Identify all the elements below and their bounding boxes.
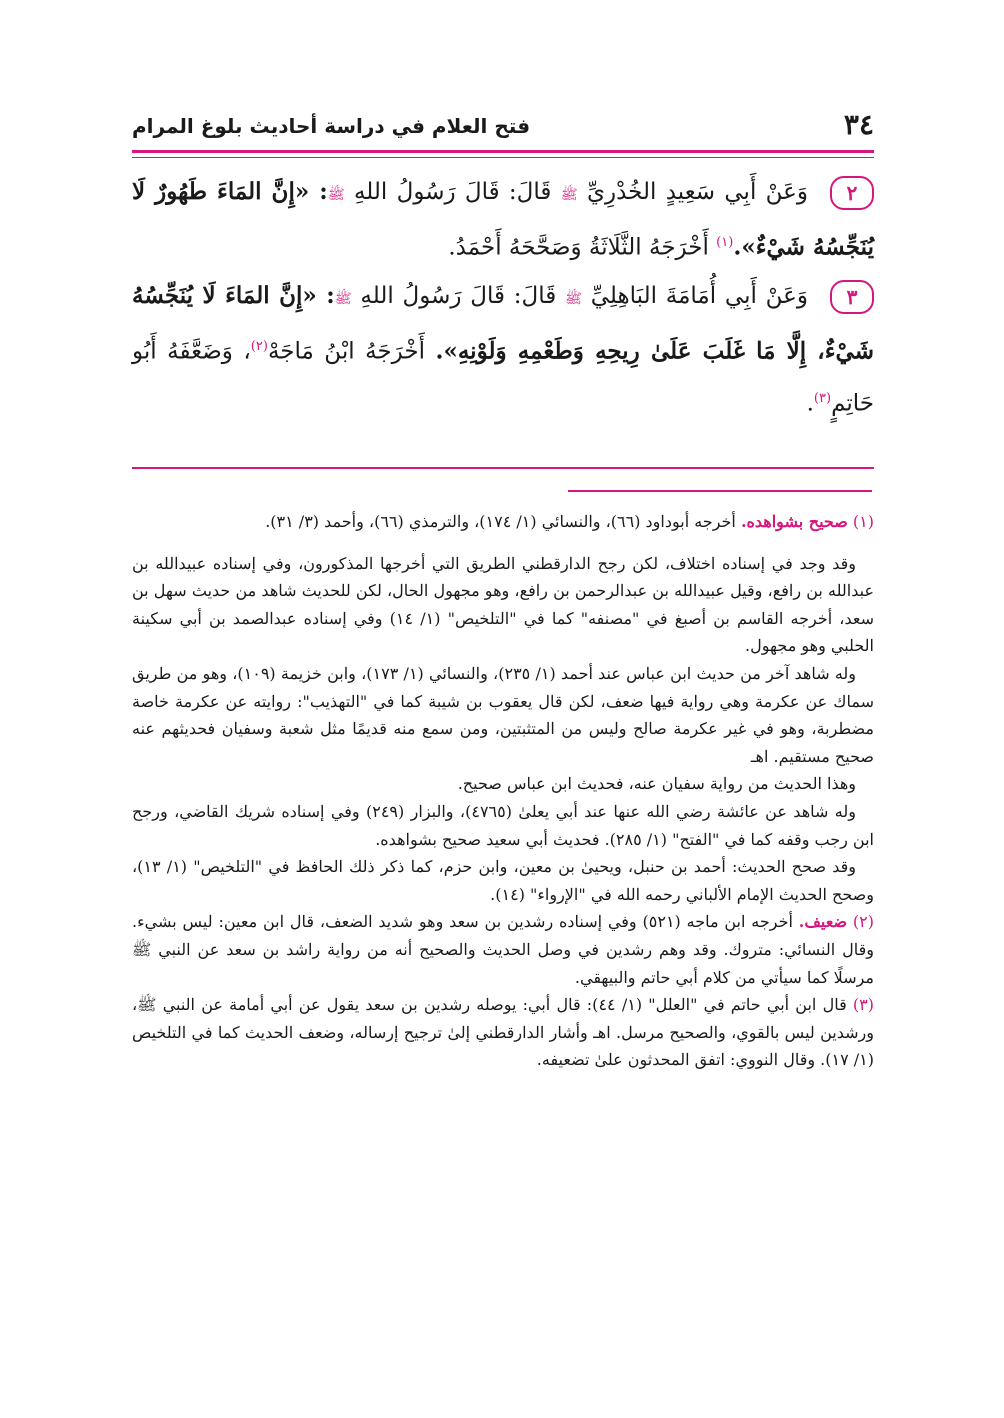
page-header (132, 108, 874, 148)
grading-label: صحيح بشواهده. (740, 512, 848, 531)
footnote-number: (٢) (852, 912, 874, 932)
footnote-paragraph: وقد صحح الحديث: أحمد بن حنبل، ويحيىٰ بن معين، وابن حزم، كما ذكر ذلك الحافظ في "التلخيص" (١/ ١٣)، وصحح الحديث الإمام الألباني رحمه الله في "الإرواء" (١٤). (132, 857, 874, 904)
hadith-takhrij: ، وَضَعَّفَهُ أَبُو حَاتِمٍ (132, 338, 874, 417)
hadith-text: : «إِنَّ المَاءَ لَا يُنَجِّسُهُ شَيْءٌ، إِلَّا مَا غَلَبَ عَلَىٰ رِيحِهِ وَطَعْمِهِ وَلَوْنِهِ». (132, 281, 874, 365)
footnote-ref[interactable]: (٢) (250, 338, 268, 354)
footnote-text: قال ابن أبي حاتم في "العلل" (١/ ٤٤): قال أبي: يوصله رشدين بن سعد يقول عن أبي أمامة عن النبي ﷺ، ورشدين ليس بالقوي، والصحيح مرسل. اهـ وأشار الدارقطني إلىٰ ترجيح إرساله، وضعف الحديث كما في التلخيص (١/ ١٧). وقال النووي: اتفق المحدثون علىٰ تضعيفه. (132, 995, 875, 1070)
honorific-glyph: ﷺ (334, 290, 352, 307)
footnote-paragraph: وله شاهد عن عائشة رضي الله عنها عند أبي يعلىٰ (٤٧٦٥)، والبزار (٢٤٩) وفي إسناده شريك القاضي، ورجح ابن رجب وقفه كما في "الفتح" (١/ ٢٨٥). فحديث أبي سعيد صحيح بشواهده. (132, 801, 874, 849)
hadith-takhrij: أَخْرَجَهُ ابْنُ مَاجَهْ (267, 338, 436, 365)
footnote-paragraph: وله شاهد آخر من حديث ابن عباس عند أحمد (١/ ٢٣٥)، والنسائي (١/ ١٧٣)، وابن خزيمة (١٠٩)، وهو من طريق سماك عن عكرمة وهي رواية فيها ضعف، لكن قال يعقوب بن شيبة كما في "التهذيب": روايته عن عكرمة خاصة مضطربة، وهو في غير عكرمة صالح وليس من المتثبتين، ومن سمع منه قديمًا مثل شعبة وسفيان فحديثهم عنه صحيح مستقيم. اهـ (132, 663, 874, 766)
hadith-2 (132, 168, 874, 272)
honorific-glyph: ﷺ (327, 187, 345, 203)
footnote-3 (132, 991, 874, 1074)
footnote-2 (132, 908, 874, 991)
hadith-end: . (806, 390, 814, 417)
hadith-takhrij: أَخْرَجَهُ الثَّلَاثَةُ وَصَحَّحَهُ أَحْمَدُ. (448, 234, 717, 261)
hadith-said: قَالَ: قَالَ رَسُولُ اللهِ (351, 282, 566, 309)
hadith-intro: وَعَنْ أَبِي سَعِيدٍ الخُدْرِيِّ (586, 179, 809, 205)
hadith-said: قَالَ: قَالَ رَسُولُ اللهِ (344, 179, 561, 205)
footnote-text: أخرجه أبوداود (٦٦)، والنسائي (١/ ١٧٤)، والترمذي (٦٦)، وأحمد (٣/ ٣١). (265, 512, 741, 531)
footnote-paragraph: وقد وجد في إسناده اختلاف، لكن رجح الدارقطني الطريق التي أخرجها المذكورون، وفي إسناده عبيدالله بن عبدالله بن رافع، وقيل عبيدالله بن عبدالرحمن بن رافع، وهو مجهول الحال، لكن للحديث شاهد من حديث سهل بن سعد، أخرجه القاسم بن أصبغ في "مصنفه" كما في "التلخيص" (١/ ١٤) وفي إسناده عبدالصمد بن أبي سكينة الحلبي وهو مجهول. (132, 553, 875, 656)
honorific-glyph: ﷺ (560, 187, 578, 203)
honorific-glyph: ﷺ (565, 290, 582, 307)
main-rule (132, 467, 874, 469)
book-title: فتح العلام في دراسة أحاديث بلوغ المرام (132, 114, 531, 138)
header-rule-thick (132, 150, 874, 153)
footnote-text: أخرجه ابن ماجه (٥٢١) وفي إسناده رشدين بن سعد وهو شديد الضعف، قال ابن معين: ليس بشيء. وقال النسائي: متروك. وقد وهم رشدين في وصل الحديث والصحيح أنه من رواية راشد بن سعد عن النبي ﷺ مرسلًا كما سيأتي من كلام أبي حاتم والبيهقي. (132, 912, 875, 987)
footnotes (132, 508, 874, 1074)
footnote-paragraph: وهذا الحديث من رواية سفيان عنه، فحديث ابن عباس صحيح. (457, 774, 856, 794)
hadith-3 (132, 272, 874, 428)
header-rule-thin (132, 157, 874, 158)
page-number: ٣٤ (843, 108, 874, 141)
hadith-number-badge: ٢ (830, 176, 874, 210)
hadith-text: : «إِنَّ المَاءَ طَهُورٌ لَا يُنَجِّسُهُ شَيْءٌ». (132, 178, 874, 261)
footnote-separator (568, 490, 872, 492)
footnote-number: (٣) (852, 995, 875, 1015)
spacer (132, 536, 874, 550)
footnote-ref[interactable]: (١) (716, 235, 734, 250)
hadith-number-badge: ٣ (830, 280, 874, 314)
grading-label: ضعيف. (798, 912, 848, 932)
footnote-number: (١) (852, 512, 874, 531)
hadith-intro: وَعَنْ أَبِي أُمَامَةَ البَاهِلِيِّ (590, 282, 808, 309)
footnote-ref[interactable]: (٣) (813, 391, 832, 407)
main-text (132, 168, 874, 428)
footnote-1 (132, 508, 874, 536)
